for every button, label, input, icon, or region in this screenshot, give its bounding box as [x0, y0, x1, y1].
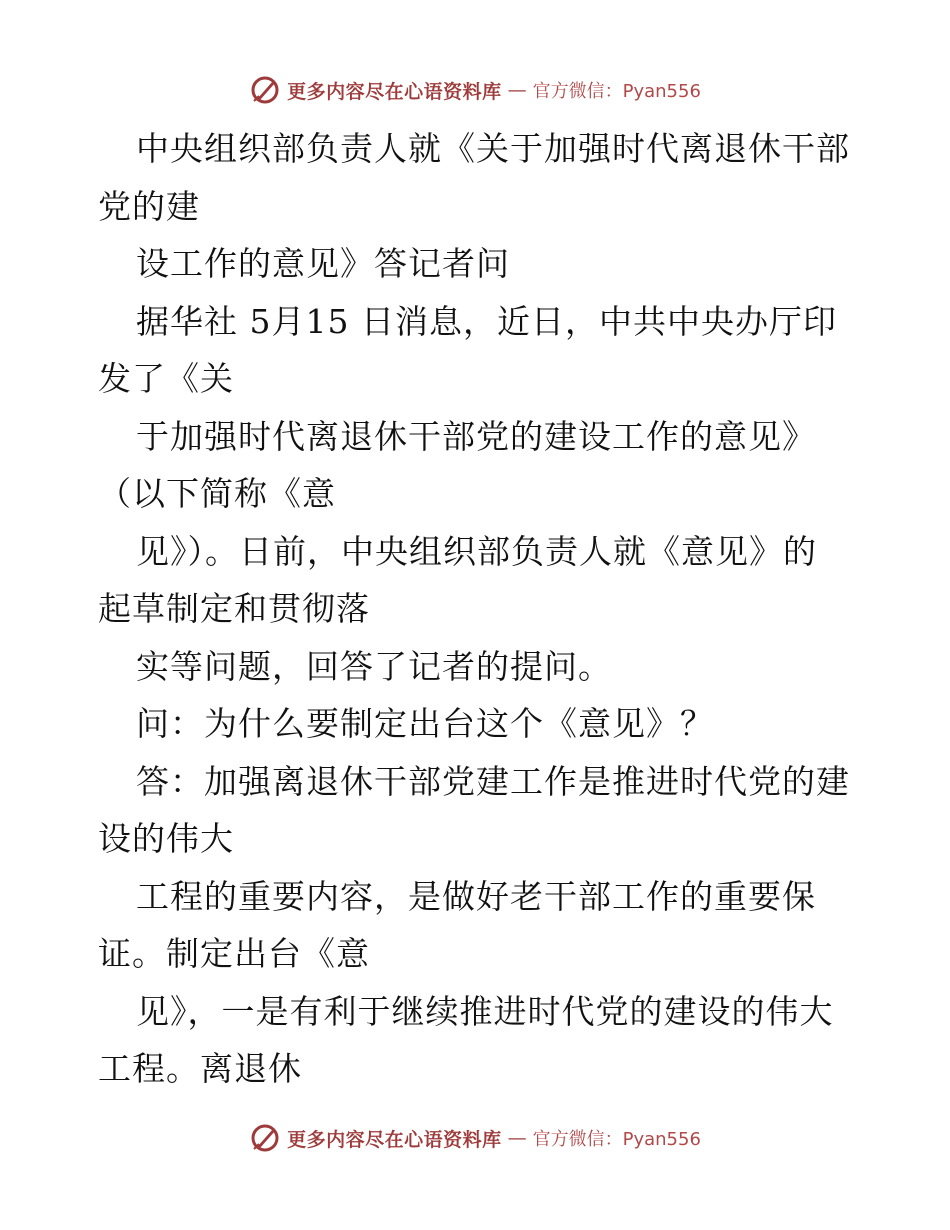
text-line: 见》，一是有利于继续推进时代党的建设的伟大: [136, 991, 834, 1031]
text-line: 实等问题，回答了记者的提问。: [136, 646, 612, 686]
text-line: 见》）。日前，中央组织部负责人就《意见》的: [136, 531, 817, 571]
footer-separator: —: [507, 1127, 527, 1149]
text-line: 于加强时代离退休干部党的建设工作的意见》: [136, 416, 816, 456]
text-line: 答：加强离退休干部党建工作是推进时代党的建: [136, 761, 850, 801]
text-line: 发了《关: [98, 359, 234, 398]
header-wechat: 官方微信：Pyan556: [532, 81, 701, 102]
footer-wechat: 官方微信：Pyan556: [532, 1129, 701, 1150]
quill-logo-icon: [249, 1122, 281, 1154]
text-line: 工程的重要内容，是做好老干部工作的重要保: [136, 876, 816, 916]
text-line: 证。制定出台《意: [98, 934, 370, 973]
text-line: 据华社 5月15 日消息，近日，中共中央办厅印: [136, 301, 837, 341]
document-body: [98, 120, 858, 1098]
quill-logo-icon: [249, 74, 281, 106]
footer-banner: [0, 1118, 950, 1158]
header-brand: 更多内容尽在心语资料库: [287, 80, 502, 103]
header-banner: [0, 70, 950, 110]
text-line: 设的伟大: [98, 819, 234, 858]
text-line: 党的建: [98, 186, 200, 226]
footer-brand: 更多内容尽在心语资料库: [287, 1128, 502, 1151]
text-line: 问：为什么要制定出台这个《意见》？: [136, 704, 714, 743]
text-line: 工程。离退休: [98, 1049, 302, 1088]
text-line: 中央组织部负责人就《关于加强时代离退休干部: [136, 129, 850, 168]
header-separator: —: [507, 79, 527, 101]
text-line: 设工作的意见》答记者问: [136, 244, 510, 283]
text-line: 起草制定和贯彻落: [98, 589, 370, 628]
text-line: （以下简称《意: [98, 474, 336, 513]
